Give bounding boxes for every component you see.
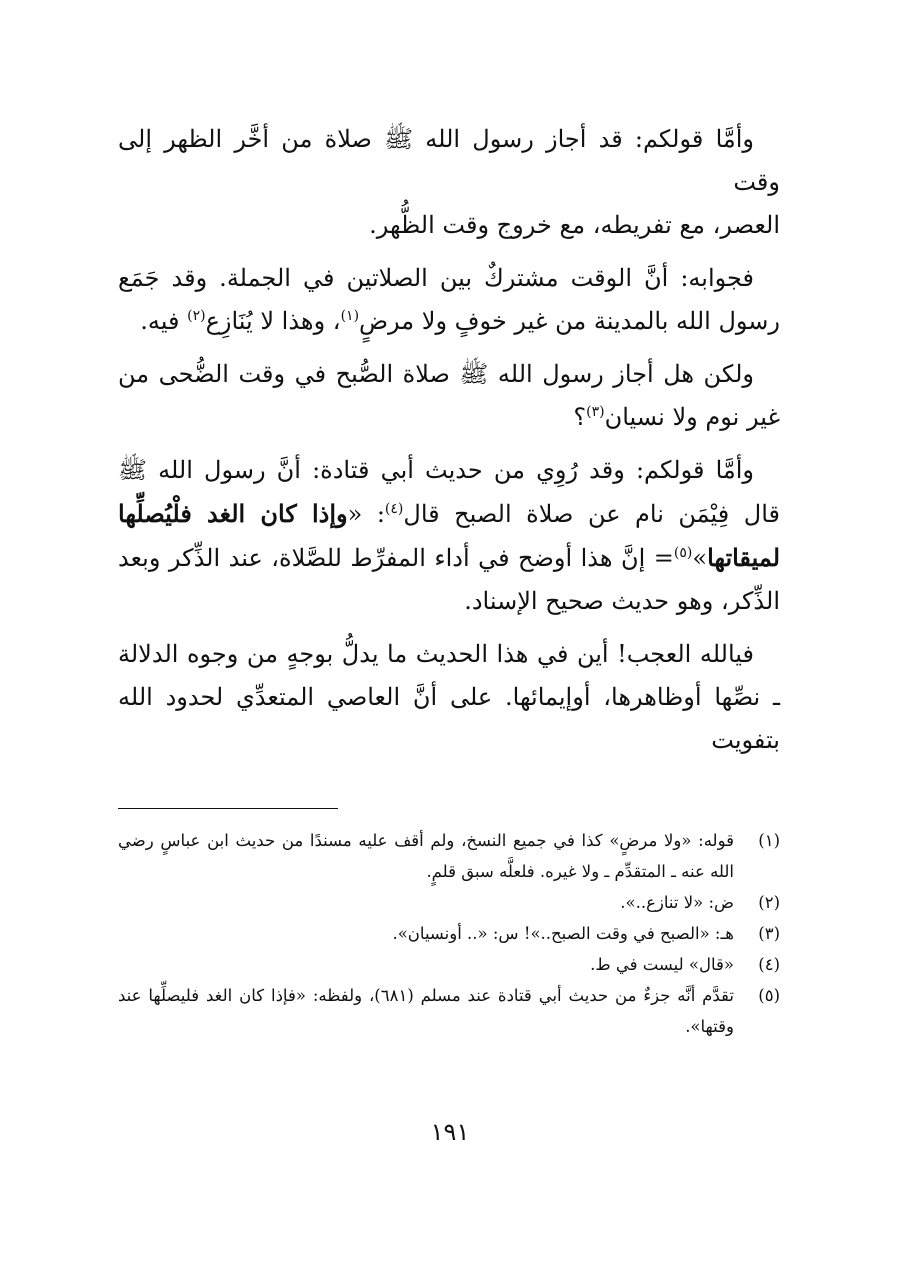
footnote-item [118,980,780,1042]
book-page [118,118,780,1042]
footnote-number: (١) [758,831,780,850]
footnote-item [118,918,780,949]
footnote-divider [118,808,338,809]
paragraph-2-text: ، وهذا لا يُنَازِع [205,307,341,335]
footnote-ref-2: (٢) [187,308,206,324]
paragraph-5-text: فيالله العجب! أين في هذا الحديث ما يدلُّ بوجهٍ من وجوه الدلالة ـ نصِّها أوظاهرها، أوإيمائها. على أنَّ العاصي المتعدِّي لحدود الله بتفويت [118,640,780,754]
footnote-item [118,887,780,918]
footnote-ref-4: (٤) [384,501,404,517]
paragraph-4-text: = إنَّ هذا أوضح في أداء المفرِّط للصَّلاة، عند الذِّكر وبعد الذِّكر، وهو حديث صحيح الإسناد. [118,544,780,615]
paragraph-3-text: ؟ [573,403,587,431]
paragraph-2-text: فيه. [140,307,188,335]
paragraph-1-line-2: العصر، مع تفريطه، مع خروج وقت الظُّهر. [369,211,780,239]
page-number: ١٩١ [430,1118,470,1146]
footnote-number: (٤) [758,955,780,974]
paragraph-3-text: ولكن هل أجاز رسول الله ﷺ صلاة الصُّبح في وقت الضُّحى من غير نوم ولا نسيان [118,360,780,431]
paragraph-1-line-1: وأمَّا قولكم: قد أجاز رسول الله ﷺ صلاة من أخَّر الظهر إلى وقت [118,125,780,196]
paragraph-4-text: وأمَّا قولكم: وقد رُوِي من حديث أبي قتادة: أنَّ رسول الله ﷺ قال فِيْمَن نام عن صلاة الصبح قال [118,456,780,528]
footnote-text: ض: «لا تنازع..». [620,893,734,912]
footnote-text: هـ: «الصبح في وقت الصبح..»! س: «.. أونسيان». [392,924,734,943]
footnote-text: «قال» ليست في ط. [590,955,734,974]
main-text [118,118,780,762]
paragraph-3 [118,353,780,439]
footnote-number: (٢) [758,893,780,912]
paragraph-4-text: » [692,544,708,572]
footnote-text: تقدَّم أنَّه جزءٌ من حديث أبي قتادة عند مسلم (٦٨١)، ولفظه: «فإذا كان الغد فليصلِّها عند وقتها». [118,986,734,1036]
footnote-item [118,825,780,887]
paragraph-2 [118,257,780,343]
footnote-item [118,949,780,980]
paragraph-4-text: : « [347,500,385,528]
footnotes [118,825,780,1042]
footnote-number: (٥) [758,986,780,1005]
footnote-ref-1: (١) [340,308,360,324]
footnote-ref-3: (٣) [586,404,605,420]
paragraph-4 [118,449,780,623]
hadith-quote: وإذا كان الغد فلْيُصلِّها لميقاتها [118,499,780,572]
paragraph-1 [118,118,780,247]
footnote-ref-5: (٥) [673,545,693,561]
paragraph-2-text: فجوابه: أنَّ الوقت مشتركٌ بين الصلاتين في الجملة. وقد جَمَع رسول الله بالمدينة من غير خوفٍ ولا مرضٍ [118,264,780,335]
paragraph-5 [118,633,780,762]
footnote-text: قوله: «ولا مرضٍ» كذا في جميع النسخ، ولم أقف عليه مسندًا من حديث ابن عباسٍ رضي الله عنه ـ المتقدِّم ـ ولا غيره. فلعلَّه سبق قلمٍ. [118,831,734,881]
footnote-number: (٣) [758,924,780,943]
